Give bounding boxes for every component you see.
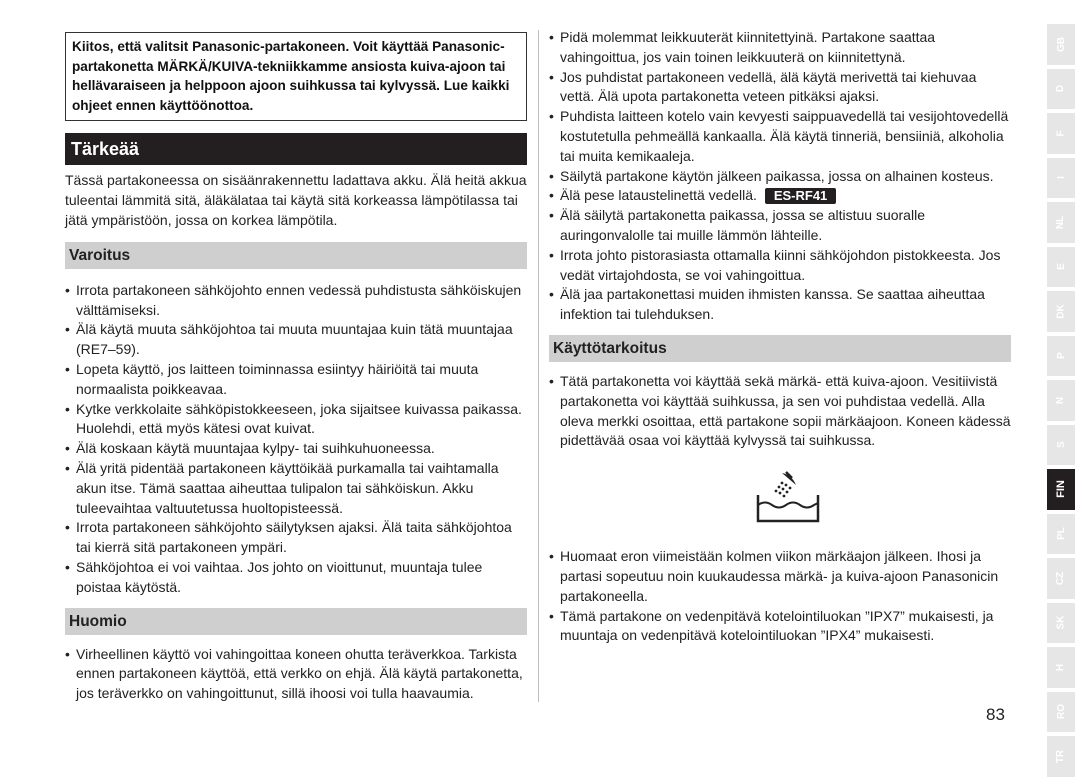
important-text: Tässä partakoneessa on sisäänrakennettu ladattava akku. Älä heitä akkua tuleentai lämmitä sitä, äläkälataa tai käytä sitä korkeassa lämpötilassa tai jätä ympäristöön, jossa on korkea lämpötila. bbox=[65, 172, 527, 228]
tab-tr[interactable]: TR bbox=[1047, 736, 1075, 777]
warning-list bbox=[65, 281, 527, 598]
right-column bbox=[549, 28, 1011, 646]
list-item: • Kytke verkkolaite sähköpistokkeeseen, joka sijaitsee kuivassa paikassa. Huolehdi, että myös kätesi ovat kuivat. bbox=[65, 400, 527, 440]
list-item: • Irrota partakoneen sähköjohto säilytyksen ajaksi. Älä taita sähköjohtoa tai kierrä sitä partakoneen ympäri. bbox=[65, 518, 527, 558]
tab-cz[interactable]: CZ bbox=[1047, 558, 1075, 599]
tab-h[interactable]: H bbox=[1047, 647, 1075, 688]
list-item: • Huomaat eron viimeistään kolmen viikon märkäajon jälkeen. Ihosi ja partasi sopeutuu noin kuukaudessa märkä- ja kuiva-ajoon Panasonicin partakoneella. bbox=[549, 547, 1011, 606]
tab-d[interactable]: D bbox=[1047, 69, 1075, 110]
list-item: • Säilytä partakone käytön jälkeen paikassa, jossa on alhainen kosteus. bbox=[549, 167, 1011, 187]
tab-dk[interactable]: DK bbox=[1047, 291, 1075, 332]
language-tabs bbox=[1047, 24, 1075, 781]
list-item: • Virheellinen käyttö voi vahingoittaa koneen ohutta teräverkkoa. Tarkista ennen partakoneen käyttöä, että verkko on ehjä. Älä käytä partakonetta, jos teräverkko on vahingoittunut, sillä ihoosi voi tulla haavaumia. bbox=[65, 645, 527, 704]
list-item: • Irrota johto pistorasiasta ottamalla kiinni sähköjohdon pistokkeesta. Jos vedät virtajohdosta, se voi vahingoittua. bbox=[549, 246, 1011, 286]
tab-sk[interactable]: SK bbox=[1047, 603, 1075, 644]
intro-box: Kiitos, että valitsit Panasonic-partakoneen. Voit käyttää Panasonic-partakonetta MÄRKÄ/KUIVA-tekniikkamme ansiosta kuiva-ajoon tai hellävaraiseen ja helppoon ajoon suihkussa tai kylvyssä. Lue kaikki ohjeet ennen käyttöönottoa. bbox=[65, 32, 527, 121]
tab-i[interactable]: I bbox=[1047, 158, 1075, 199]
tab-e[interactable]: E bbox=[1047, 247, 1075, 288]
warning-heading: Varoitus bbox=[65, 242, 527, 269]
list-item: • Tämä partakone on vedenpitävä kotelointiluokan ”IPX7” mukaisesti, ja muuntaja on vedenpitävä kotelointiluokan ”IPX4” mukaisesti. bbox=[549, 607, 1011, 647]
list-item: • Lopeta käyttö, jos laitteen toiminnassa esiintyy häiriöitä tai muuta normaalista poikkeavaa. bbox=[65, 360, 527, 400]
page-number: 83 bbox=[986, 705, 1005, 724]
list-item: • Tätä partakonetta voi käyttää sekä märkä- että kuiva-ajoon. Vesitiivistä partakonetta voi käyttää suihkussa, ja sen voi puhdistaa vedellä. Alla oleva merkki osoittaa, että partakone sopii märkäajoon. Koneen kädessä pidettävää osaa voi käyttää kylvyssä tai suihkussa. bbox=[549, 372, 1011, 451]
list-item: • Sähköjohtoa ei voi vaihtaa. Jos johto on vioittunut, muuntaja tulee poistaa käytöstä. bbox=[65, 558, 527, 598]
tab-f[interactable]: F bbox=[1047, 113, 1075, 154]
list-item: • Puhdista laitteen kotelo vain kevyesti saippuavedellä tai vesijohtovedellä kostutetulla pehmeällä kankaalla. Älä käytä tinneriä, bensiiniä, alkoholia tai muita kemikaaleja. bbox=[549, 107, 1011, 166]
stand-text: Älä pese lataustelinettä vedellä. bbox=[560, 187, 757, 204]
shower-bath-icon bbox=[752, 469, 824, 527]
purpose-list bbox=[549, 372, 1011, 451]
model-badge: ES-RF41 bbox=[765, 188, 836, 204]
tab-pl[interactable]: PL bbox=[1047, 514, 1075, 555]
tab-nl[interactable]: NL bbox=[1047, 202, 1075, 243]
care-list bbox=[549, 28, 1011, 325]
tab-ro[interactable]: RO bbox=[1047, 692, 1075, 733]
tab-s[interactable]: S bbox=[1047, 425, 1075, 466]
purpose-heading: Käyttötarkoitus bbox=[549, 335, 1011, 362]
list-item: • Älä koskaan käytä muuntajaa kylpy- tai suihkuhuoneessa. bbox=[65, 439, 527, 459]
list-item: • Irrota partakoneen sähköjohto ennen vedessä puhdistusta sähköiskujen välttämiseksi. bbox=[65, 281, 527, 321]
tab-n[interactable]: N bbox=[1047, 380, 1075, 421]
caution-heading: Huomio bbox=[65, 608, 527, 635]
list-item: • Älä säilytä partakonetta paikassa, jossa se altistuu suoralle auringonvalolle tai muille lämmön lähteille. bbox=[549, 206, 1011, 246]
caution-list bbox=[65, 645, 527, 704]
important-heading: Tärkeää bbox=[65, 133, 527, 165]
column-divider bbox=[538, 30, 539, 702]
list-item: • Jos puhdistat partakoneen vedellä, älä käytä merivettä tai kiehuvaa vettä. Älä upota partakonetta veteen pitkäksi ajaksi. bbox=[549, 68, 1011, 108]
list-item-stand bbox=[549, 186, 1011, 206]
tab-p[interactable]: P bbox=[1047, 336, 1075, 377]
tab-fin[interactable]: FIN bbox=[1047, 469, 1075, 510]
list-item: • Älä yritä pidentää partakoneen käyttöikää purkamalla tai vaihtamalla akun itse. Tämä saattaa aiheuttaa tulipalon tai sähköiskun. Akku tuleevaihtaa valtuutetussa huoltopisteessä. bbox=[65, 459, 527, 518]
list-item: • Älä käytä muuta sähköjohtoa tai muuta muuntajaa kuin tätä muuntajaa (RE7–59). bbox=[65, 320, 527, 360]
left-column bbox=[65, 32, 527, 704]
purpose-list-after bbox=[549, 547, 1011, 646]
tab-gb[interactable]: GB bbox=[1047, 24, 1075, 65]
list-item: • Älä jaa partakonettasi muiden ihmisten kanssa. Se saattaa aiheuttaa infektion tai tulehduksen. bbox=[549, 285, 1011, 325]
list-item: • Pidä molemmat leikkuuterät kiinnitettyinä. Partakone saattaa vahingoittua, jos vain toinen leikkuuterä on kiinnitettynä. bbox=[549, 28, 1011, 68]
